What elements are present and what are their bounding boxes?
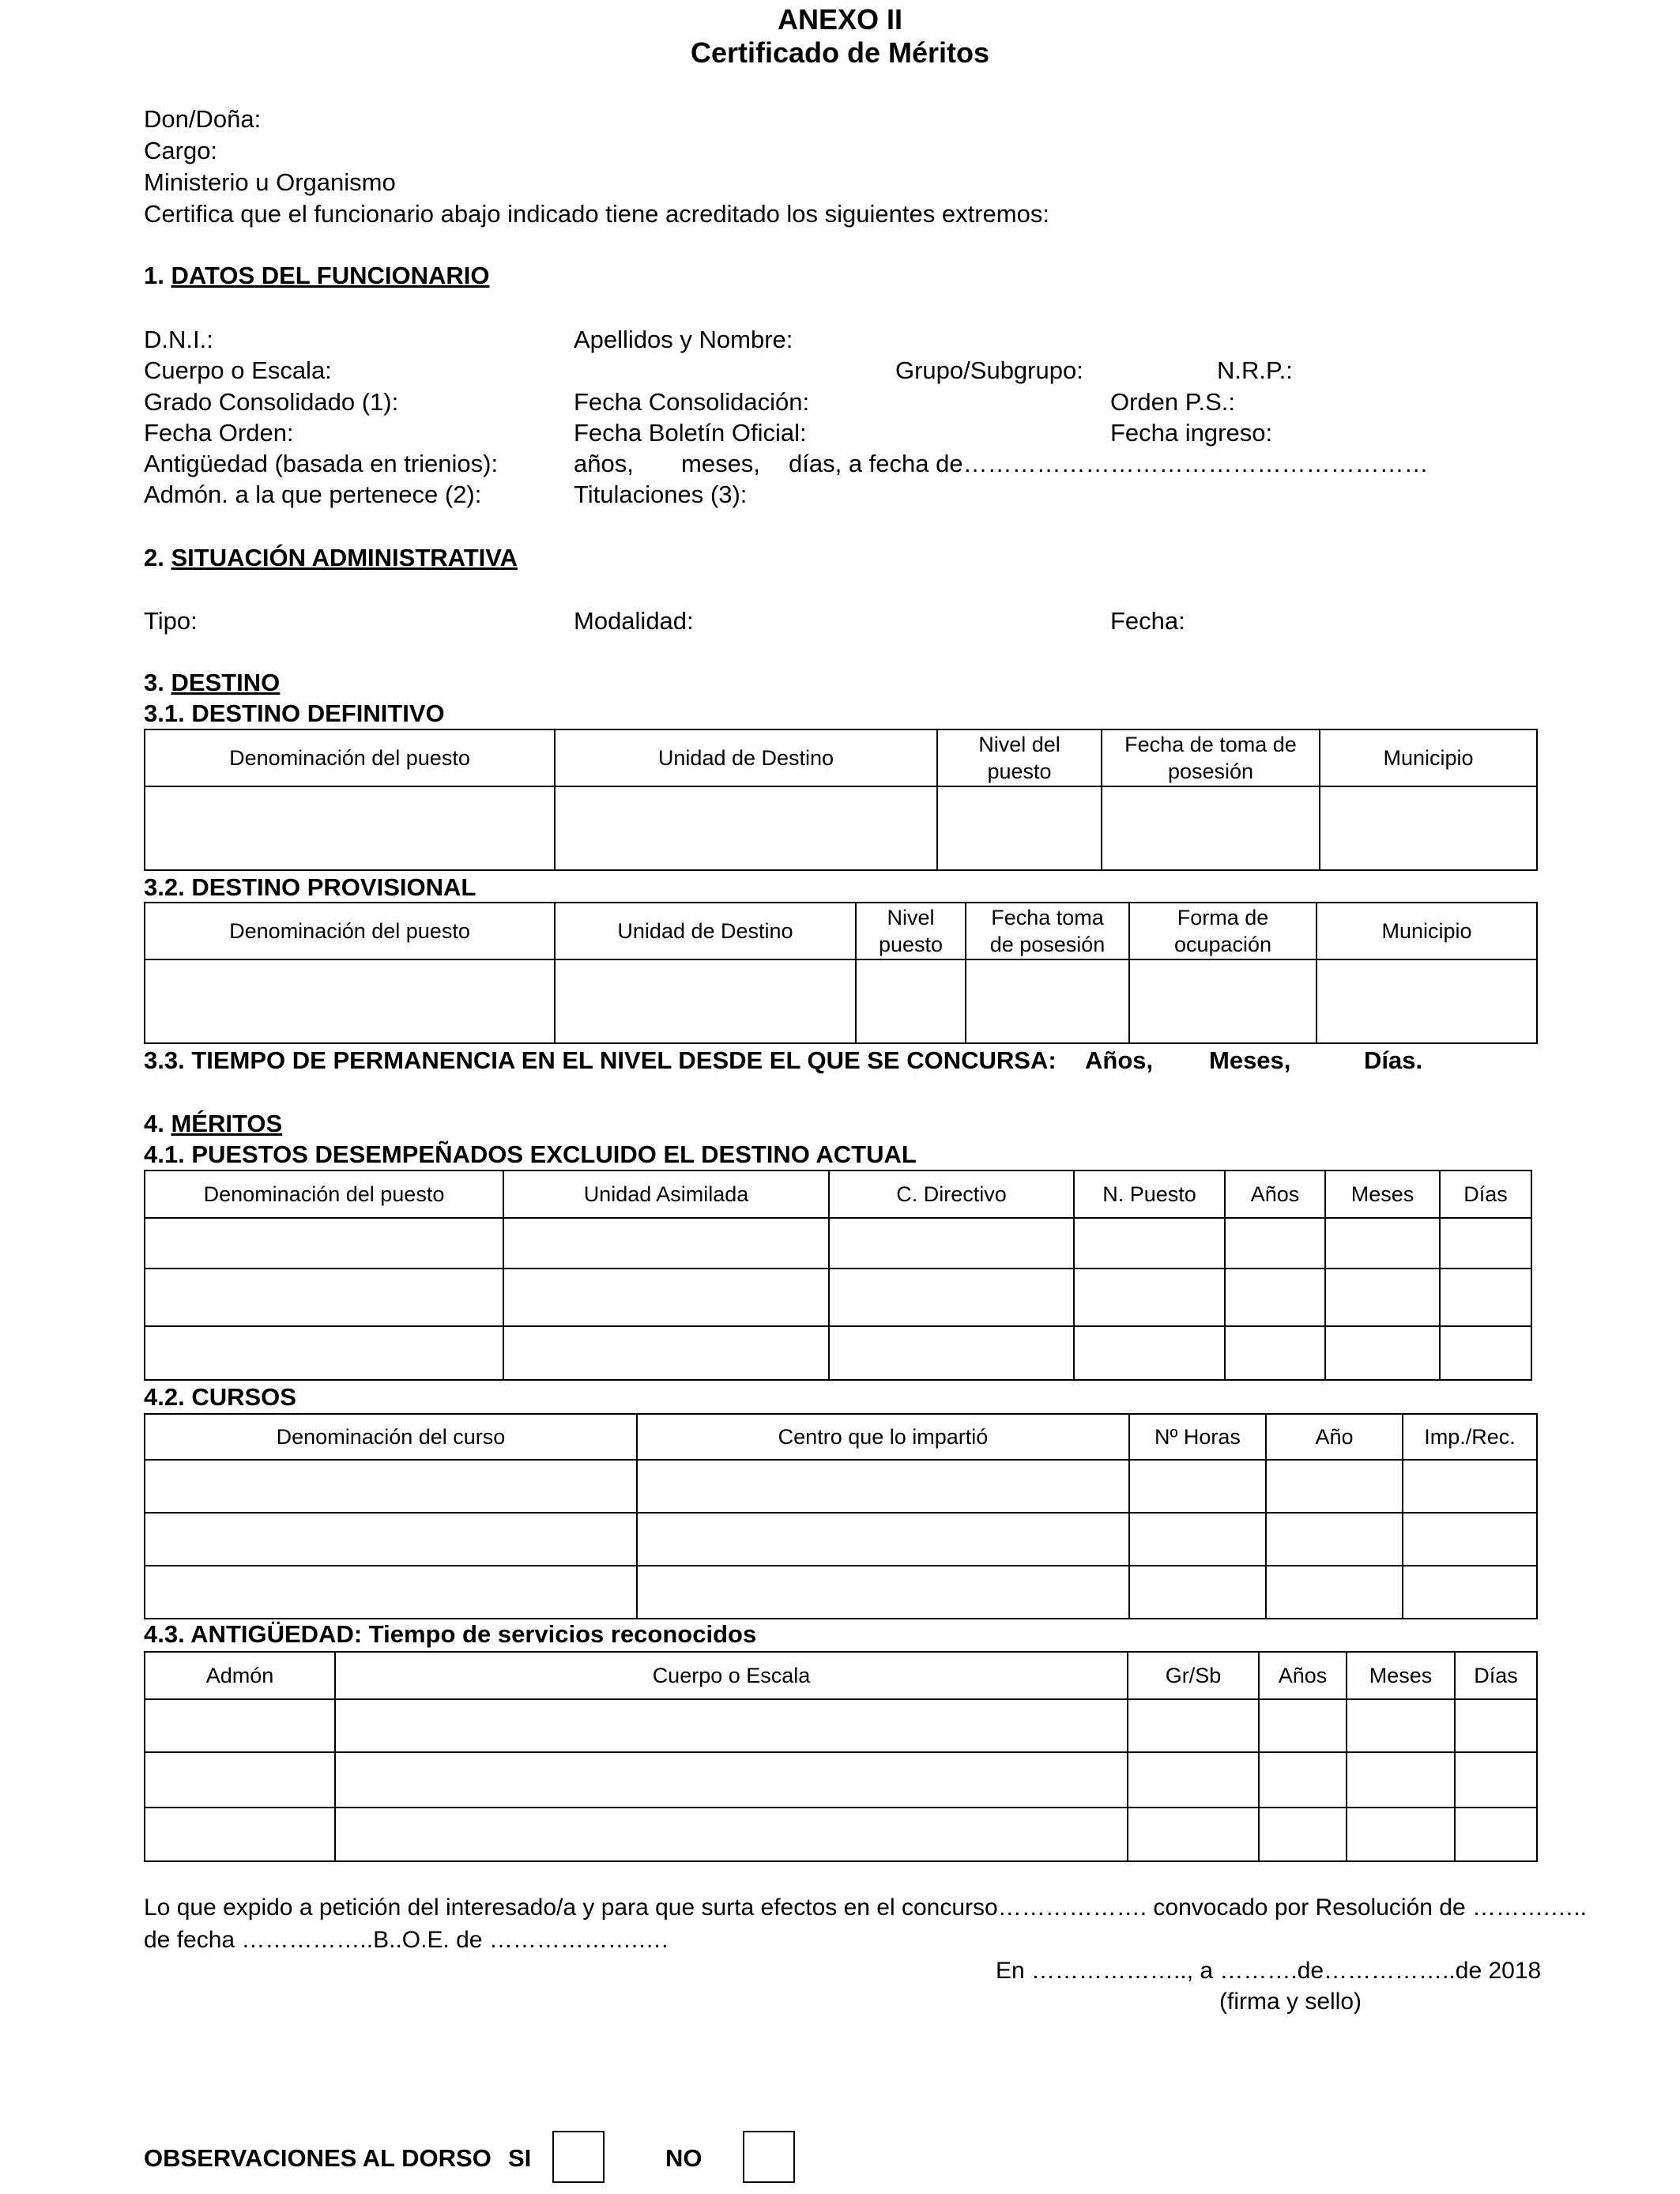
- table-row: [145, 1513, 1537, 1566]
- table-cell-input[interactable]: [1259, 1752, 1347, 1808]
- table-cell-input[interactable]: [1074, 1218, 1225, 1269]
- table-cell-input[interactable]: [1325, 1218, 1440, 1269]
- permanencia-dias-label: Días.: [1364, 1046, 1423, 1074]
- table-cell-input[interactable]: [145, 1752, 335, 1808]
- table-cell-input[interactable]: [1129, 1513, 1266, 1566]
- section-4-number: 4.: [144, 1110, 164, 1137]
- table-row: [145, 959, 1537, 1043]
- don-dona-label: Don/Doña:: [144, 105, 262, 133]
- table-cell-input[interactable]: [1128, 1808, 1259, 1861]
- table-cell-input[interactable]: [637, 1566, 1129, 1619]
- table-row: [145, 1326, 1531, 1380]
- table-row: [145, 1699, 1537, 1752]
- table-cell-input[interactable]: [335, 1752, 1128, 1808]
- table-cell-input[interactable]: [1129, 1460, 1266, 1513]
- table-cell-input[interactable]: [555, 786, 937, 870]
- table-cell-input[interactable]: [145, 1808, 335, 1861]
- closing-statement: Lo que expido a petición del interesado/a y para que surta efectos en el concurso………………. convocado por Resolución de ……….…..: [144, 1894, 1587, 1921]
- table-row: [145, 1218, 1531, 1269]
- section-1-number: 1.: [144, 262, 164, 289]
- cursos-table: [144, 1413, 1538, 1619]
- table-header-cell: Municipio: [1320, 729, 1537, 786]
- table-cell-input[interactable]: [1102, 786, 1320, 870]
- destino-provisional-table: [144, 902, 1538, 1044]
- table-cell-input[interactable]: [1403, 1566, 1537, 1619]
- table-header-row: [145, 1652, 1537, 1699]
- table-cell-input[interactable]: [335, 1808, 1128, 1861]
- fecha-boletin-label: Fecha Boletín Oficial:: [574, 419, 807, 447]
- orden-ps-label: Orden P.S.:: [1110, 388, 1235, 416]
- table-header-cell: Unidad de Destino: [555, 903, 856, 959]
- table-cell-input[interactable]: [1128, 1699, 1259, 1752]
- table-cell-input[interactable]: [829, 1326, 1074, 1380]
- table-cell-input[interactable]: [1403, 1460, 1537, 1513]
- titulaciones-label: Titulaciones (3):: [574, 481, 748, 508]
- permanencia-meses-label: Meses,: [1209, 1046, 1291, 1074]
- table-row: [145, 1566, 1537, 1619]
- si-label: SI: [508, 2144, 532, 2172]
- grupo-label: Grupo/Subgrupo:: [895, 356, 1083, 384]
- table-header-cell: Imp./Rec.: [1403, 1414, 1537, 1460]
- section-2-number: 2.: [144, 544, 164, 571]
- table-cell-input[interactable]: [1403, 1513, 1537, 1566]
- apellidos-label: Apellidos y Nombre:: [574, 326, 793, 353]
- table-cell-input[interactable]: [145, 1460, 637, 1513]
- table-cell-input[interactable]: [1455, 1699, 1537, 1752]
- table-cell-input[interactable]: [1347, 1808, 1455, 1861]
- table-header-cell: Denominación del puesto: [145, 903, 555, 959]
- table-cell-input[interactable]: [1320, 786, 1537, 870]
- dni-label: D.N.I.:: [144, 326, 213, 353]
- table-cell-input[interactable]: [145, 1218, 503, 1269]
- table-row: [145, 1269, 1531, 1326]
- table-row: [145, 786, 1537, 870]
- table-cell-input[interactable]: [637, 1460, 1129, 1513]
- antiguedad-table: [144, 1651, 1538, 1862]
- table-header-cell: C. Directivo: [829, 1171, 1074, 1218]
- dias-fecha-label: días, a fecha de…………………………………………………: [789, 450, 1429, 477]
- table-row: [145, 1752, 1537, 1808]
- section-4-title: MÉRITOS: [171, 1110, 283, 1137]
- section-2-title: SITUACIÓN ADMINISTRATIVA: [171, 544, 518, 571]
- table-cell-input[interactable]: [1266, 1460, 1403, 1513]
- tipo-label: Tipo:: [144, 607, 198, 635]
- fecha-orden-label: Fecha Orden:: [144, 419, 294, 447]
- table-cell-input[interactable]: [145, 786, 555, 870]
- grado-label: Grado Consolidado (1):: [144, 388, 399, 416]
- table-header-row: [145, 729, 1537, 786]
- table-row: [145, 1808, 1537, 1861]
- table-cell-input[interactable]: [937, 786, 1102, 870]
- table-cell-input[interactable]: [335, 1699, 1128, 1752]
- table-cell-input[interactable]: [829, 1218, 1074, 1269]
- section-1-heading: [144, 260, 490, 292]
- table-cell-input[interactable]: [503, 1326, 829, 1380]
- table-cell-input[interactable]: [1440, 1218, 1531, 1269]
- table-header-cell: Forma de ocupación: [1129, 903, 1317, 959]
- table-cell-input[interactable]: [145, 1269, 503, 1326]
- section-3-title: DESTINO: [171, 669, 281, 696]
- table-cell-input[interactable]: [1440, 1326, 1531, 1380]
- table-cell-input[interactable]: [503, 1269, 829, 1326]
- table-cell-input[interactable]: [1455, 1752, 1537, 1808]
- table-header-cell: Denominación del puesto: [145, 1171, 503, 1218]
- cargo-label: Cargo:: [144, 137, 218, 164]
- section-2-heading: [144, 542, 518, 574]
- no-label: NO: [665, 2144, 703, 2172]
- table-header-cell: Gr/Sb: [1128, 1652, 1259, 1699]
- nrp-label: N.R.P.:: [1217, 356, 1293, 384]
- table-header-cell: Fecha de toma de posesión: [1102, 729, 1320, 786]
- table-cell-input[interactable]: [1325, 1269, 1440, 1326]
- table-header-cell: N. Puesto: [1074, 1171, 1225, 1218]
- table-header-row: [145, 1414, 1537, 1460]
- table-header-cell: Unidad de Destino: [555, 729, 937, 786]
- table-cell-input[interactable]: [145, 1513, 637, 1566]
- table-cell-input[interactable]: [1225, 1218, 1325, 1269]
- signature-label: (firma y sello): [1219, 1989, 1362, 2015]
- destino-definitivo-table: [144, 729, 1538, 871]
- fecha-situacion-label: Fecha:: [1110, 607, 1185, 635]
- table-header-cell: Centro que lo impartió: [637, 1414, 1129, 1460]
- table-cell-input[interactable]: [145, 1699, 335, 1752]
- table-cell-input[interactable]: [966, 959, 1129, 1043]
- tiempo-permanencia-label: 3.3. TIEMPO DE PERMANENCIA EN EL NIVEL DESDE EL QUE SE CONCURSA:: [144, 1046, 1057, 1074]
- antiguedad-label: Antigüedad (basada en trienios):: [144, 450, 499, 477]
- meses-label: meses,: [681, 450, 760, 477]
- table-header-row: [145, 903, 1537, 959]
- table-header-cell: Denominación del curso: [145, 1414, 637, 1460]
- table-cell-input[interactable]: [1129, 959, 1317, 1043]
- section-1-title: DATOS DEL FUNCIONARIO: [171, 262, 490, 289]
- table-cell-input[interactable]: [1128, 1752, 1259, 1808]
- puestos-desempenados-heading: 4.1. PUESTOS DESEMPEÑADOS EXCLUIDO EL DESTINO ACTUAL: [144, 1140, 917, 1168]
- no-checkbox[interactable]: [743, 2131, 795, 2183]
- table-header-cell: Unidad Asimilada: [503, 1171, 829, 1218]
- table-cell-input[interactable]: [1259, 1699, 1347, 1752]
- table-cell-input[interactable]: [145, 959, 555, 1043]
- certifica-statement: Certifica que el funcionario abajo indicado tiene acreditado los siguientes extremos:: [144, 200, 1049, 228]
- document-title: Certificado de Méritos: [690, 36, 990, 69]
- table-header-cell: Días: [1455, 1652, 1537, 1699]
- admon-label: Admón. a la que pertenece (2):: [144, 481, 482, 508]
- table-cell-input[interactable]: [1074, 1326, 1225, 1380]
- table-cell-input[interactable]: [1266, 1566, 1403, 1619]
- anos-label: años,: [574, 450, 634, 477]
- ministerio-label: Ministerio u Organismo: [144, 168, 396, 196]
- table-cell-input[interactable]: [1347, 1752, 1455, 1808]
- permanencia-anos-label: Años,: [1085, 1046, 1154, 1074]
- table-cell-input[interactable]: [1325, 1326, 1440, 1380]
- table-header-cell: Fecha toma de posesión: [966, 903, 1129, 959]
- table-cell-input[interactable]: [829, 1269, 1074, 1326]
- table-cell-input[interactable]: [555, 959, 856, 1043]
- observaciones-label: OBSERVACIONES AL DORSO: [144, 2144, 492, 2172]
- fecha-ingreso-label: Fecha ingreso:: [1110, 419, 1273, 447]
- table-cell-input[interactable]: [1317, 959, 1537, 1043]
- table-cell-input[interactable]: [1440, 1269, 1531, 1326]
- section-4-heading: [144, 1108, 282, 1140]
- annex-title: ANEXO II: [777, 3, 903, 36]
- cuerpo-label: Cuerpo o Escala:: [144, 356, 332, 384]
- closing-fecha-boe: de fecha ……………..B..O.E. de ……………….….: [144, 1927, 669, 1953]
- antiguedad-heading: 4.3. ANTIGÜEDAD: Tiempo de servicios reconocidos: [144, 1620, 757, 1648]
- table-header-cell: Municipio: [1317, 903, 1537, 959]
- table-header-cell: Meses: [1347, 1652, 1455, 1699]
- table-header-row: [145, 1171, 1531, 1218]
- table-cell-input[interactable]: [1266, 1513, 1403, 1566]
- table-cell-input[interactable]: [1455, 1808, 1537, 1861]
- table-header-cell: Denominación del puesto: [145, 729, 555, 786]
- modalidad-label: Modalidad:: [574, 607, 694, 635]
- table-header-cell: Cuerpo o Escala: [335, 1652, 1128, 1699]
- table-cell-input[interactable]: [1225, 1326, 1325, 1380]
- table-row: [145, 1460, 1537, 1513]
- place-date-line: En ……………….., a ……….de……………..de 2018: [996, 1958, 1542, 1984]
- destino-definitivo-heading: 3.1. DESTINO DEFINITIVO: [144, 699, 445, 727]
- table-cell-input[interactable]: [503, 1218, 829, 1269]
- table-cell-input[interactable]: [637, 1513, 1129, 1566]
- cursos-heading: 4.2. CURSOS: [144, 1383, 296, 1411]
- table-cell-input[interactable]: [856, 959, 966, 1043]
- table-cell-input[interactable]: [1347, 1699, 1455, 1752]
- si-checkbox[interactable]: [552, 2131, 605, 2183]
- table-header-cell: Nº Horas: [1129, 1414, 1266, 1460]
- table-header-cell: Años: [1225, 1171, 1325, 1218]
- table-header-cell: Años: [1259, 1652, 1347, 1699]
- table-header-cell: Días: [1440, 1171, 1531, 1218]
- fecha-consolidacion-label: Fecha Consolidación:: [574, 388, 810, 416]
- table-cell-input[interactable]: [145, 1566, 637, 1619]
- table-header-cell: Admón: [145, 1652, 335, 1699]
- table-header-cell: Meses: [1325, 1171, 1440, 1218]
- table-header-cell: Nivel puesto: [856, 903, 966, 959]
- table-cell-input[interactable]: [1225, 1269, 1325, 1326]
- table-header-cell: Nivel del puesto: [937, 729, 1102, 786]
- table-cell-input[interactable]: [1129, 1566, 1266, 1619]
- table-cell-input[interactable]: [1074, 1269, 1225, 1326]
- section-3-number: 3.: [144, 669, 164, 696]
- section-3-heading: [144, 667, 280, 699]
- destino-provisional-heading: 3.2. DESTINO PROVISIONAL: [144, 873, 477, 901]
- table-cell-input[interactable]: [1259, 1808, 1347, 1861]
- table-cell-input[interactable]: [145, 1326, 503, 1380]
- puestos-desempenados-table: [144, 1170, 1532, 1381]
- table-header-cell: Año: [1266, 1414, 1403, 1460]
